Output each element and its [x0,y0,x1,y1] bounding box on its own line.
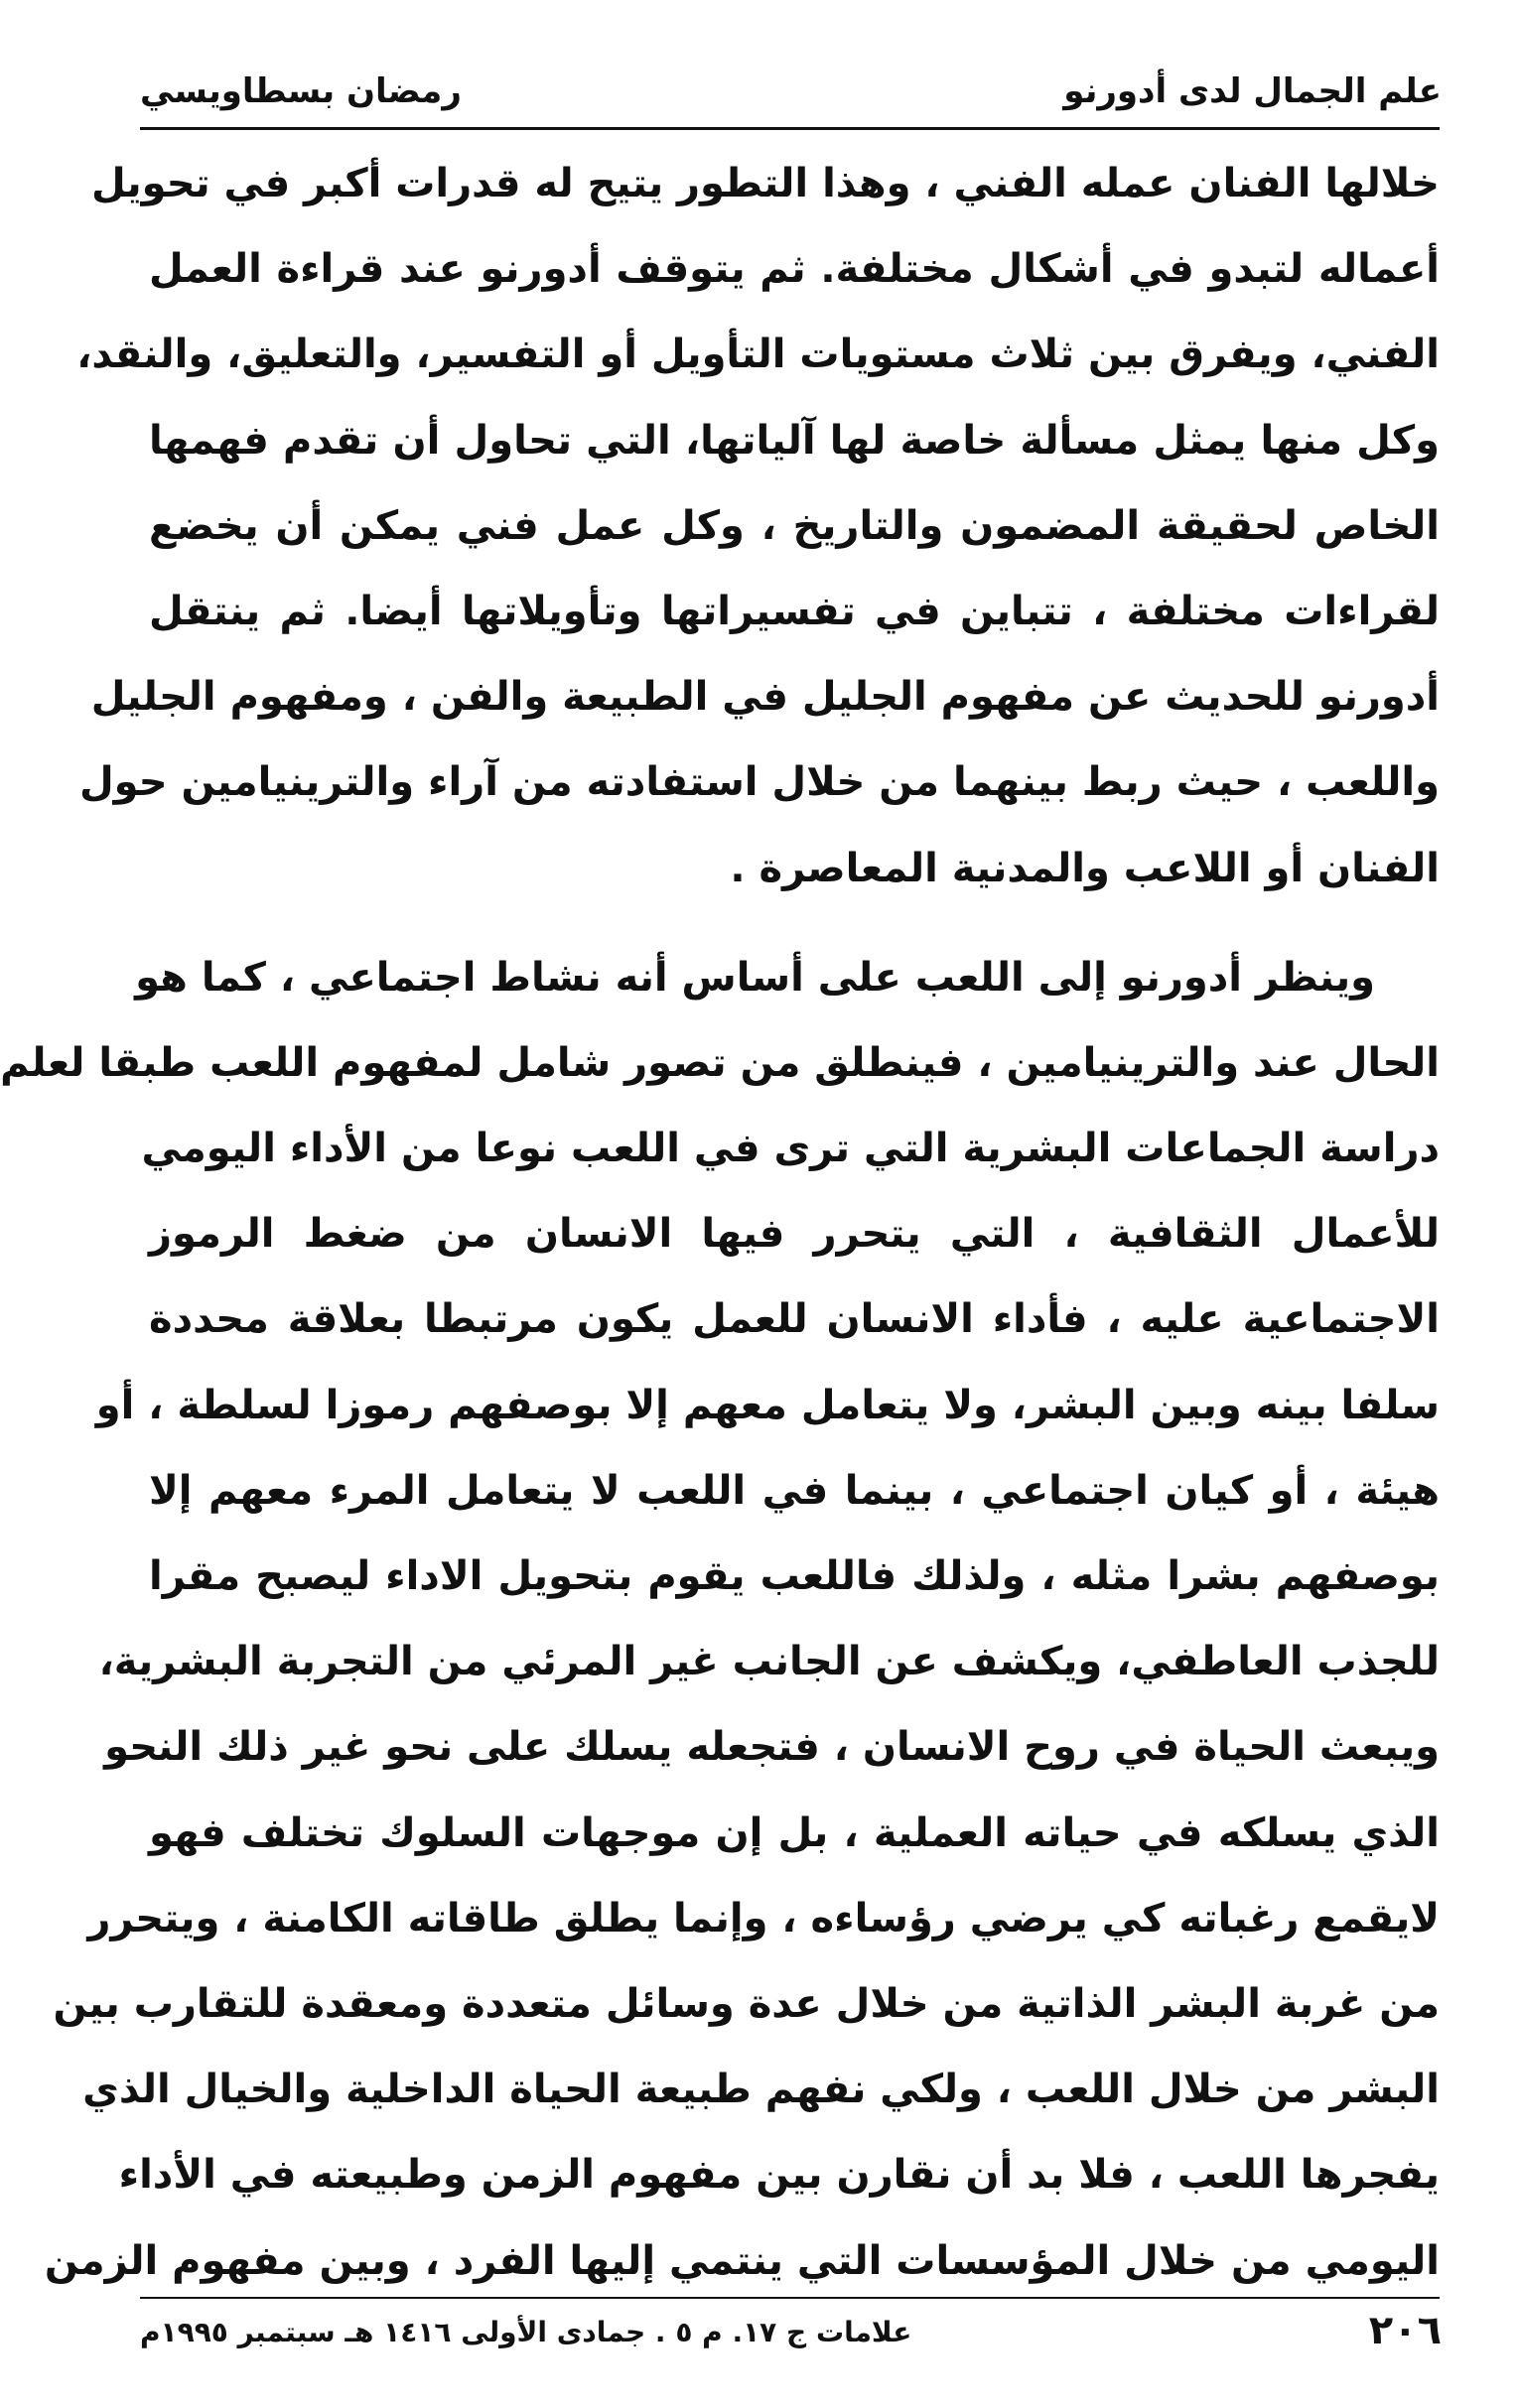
paragraph [76,141,1440,911]
header-rule [140,127,1440,130]
text-line: خلالها الفنان عمله الفني ، وهذا التطور يتيح له قدرات أكبر في تحويل [90,161,1440,206]
text-line: للأعمال الثقافية ، التي يتحرر فيها الانسان من ضغط الرموز [149,1211,1440,1258]
running-header [140,62,1442,121]
text-line: من غربة البشر الذاتية من خلال عدة وسائل متعددة ومعقدة للتقارب بين [53,1980,1440,2027]
body-text [0,141,1440,2304]
text-line: للجذب العاطفي، ويكشف عن الجانب غير المرئي من التجربة البشرية، [98,1639,1440,1685]
text-line: واللعب ، حيث ربط بينهما من خلال استفادته من آراء والترينيامين حول [78,759,1440,806]
paragraph [0,935,1440,2304]
text-line: بوصفهم بشرا مثله ، ولذلك فاللعب يقوم بتحويل الاداء ليصبح مقرا [149,1553,1440,1599]
text-line: وينظر أدورنو إلى اللعب على أساس أنه نشاط اجتماعي ، كما هو [135,954,1375,1001]
text-line: هيئة ، أو كيان اجتماعي ، بينما في اللعب لا يتعامل المرء معهم إلا [149,1467,1440,1514]
text-line: اليومي من خلال المؤسسات التي ينتمي إليها الفرد ، وبين مفهوم الزمن [44,2237,1440,2284]
text-line: الاجتماعية عليه ، فأداء الانسان للعمل يكون مرتبطا بعلاقة محددة [149,1296,1440,1343]
text-line: وكل منها يمثل مسألة خاصة لها آلياتها، التي تحاول أن تقدم فهمها [149,417,1440,464]
text-line: لقراءات مختلفة ، تتباين في تفسيراتها وتأويلاتها أيضا. ثم ينتقل [149,588,1440,634]
paragraph-gap [149,911,1440,935]
text-line: أدورنو للحديث عن مفهوم الجليل في الطبيعة والفن ، ومفهوم الجليل [90,674,1440,721]
text-line: الفني، ويفرق بين ثلاث مستويات التأويل أو التفسير، والتعليق، والنقد، [76,332,1440,378]
text-line: أعماله لتبدو في أشكال مختلفة. ثم يتوقف أدورنو عند قراءة العمل [149,246,1440,293]
text-line: الحال عند والترينيامين ، فينطلق من تصور شامل لمفهوم اللعب طبقا لعلم [0,1039,1440,1086]
text-line: يفجرها اللعب ، فلا بد أن نقارن بين مفهوم الزمن وطبيعته في الأداء [118,2152,1440,2199]
text-line: ويبعث الحياة في روح الانسان ، فتجعله يسلك على نحو غير ذلك النحو [104,1724,1440,1771]
running-footer [140,2301,1442,2360]
footer-rule [140,2297,1440,2299]
text-line: الفنان أو اللاعب والمدنية المعاصرة . [730,845,1440,891]
text-line: الذي يسلكه في حياته العملية ، بل إن موجهات السلوك تختلف فهو [149,1809,1440,1856]
text-line: سلفا بينه وبين البشر، ولا يتعامل معهم إلا بوصفهم رموزا لسلطة ، أو [95,1382,1440,1428]
text-line: لايقمع رغباته كي يرضي رؤساءه ، وإنما يطلق طاقاته الكامنة ، ويتحرر [87,1895,1440,1941]
text-line: البشر من خلال اللعب ، ولكي نفهم طبيعة الحياة الداخلية والخيال الذي [82,2067,1440,2113]
journal-info: علامات ج ١٧. م ٥ . جمادى الأولى ١٤١٦ هـ سبتمبر ١٩٩٥م [140,2316,912,2348]
book-title: علم الجمال لدى أدورنو [1063,71,1442,111]
text-line: دراسة الجماعات البشرية التي ترى في اللعب نوعا من الأداء اليومي [141,1126,1440,1172]
page-number: ٢٠٦ [1368,2308,1442,2353]
text-line: الخاص لحقيقة المضمون والتاريخ ، وكل عمل فني يمكن أن يخضع [149,502,1440,549]
author-name: رمضان بسطاويسي [140,71,462,111]
